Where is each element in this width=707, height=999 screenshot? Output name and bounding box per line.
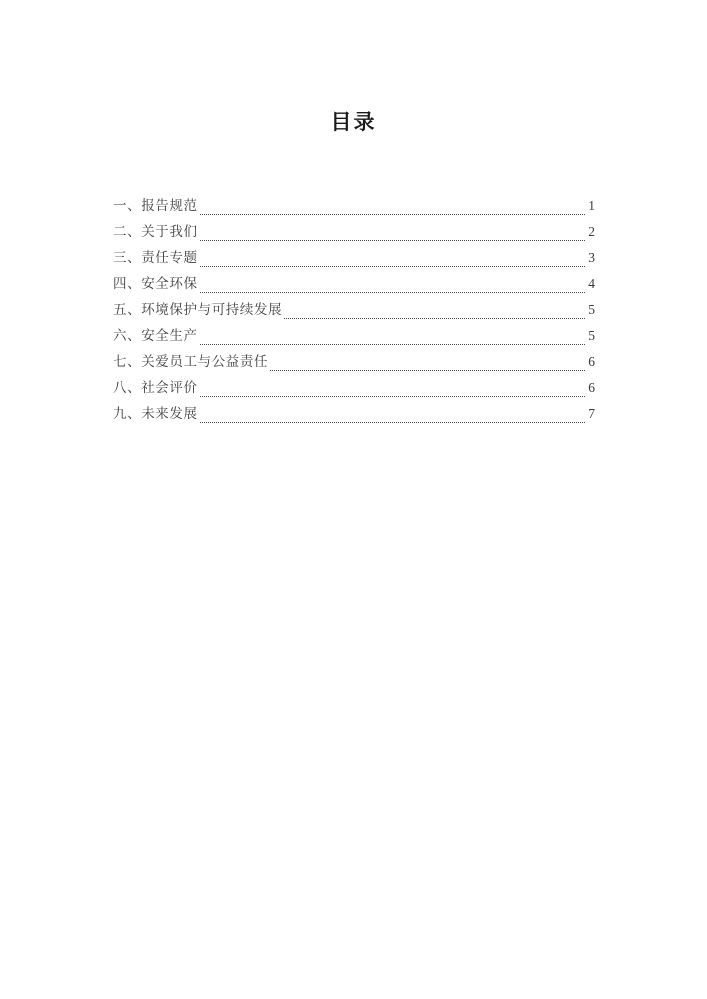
toc-leader-dots [284, 317, 585, 319]
toc-entry[interactable] [113, 245, 595, 271]
toc-entry-page: 4 [588, 276, 595, 291]
table-of-contents [113, 193, 595, 427]
toc-entry-label: 一、报告规范 [113, 198, 198, 213]
toc-entry[interactable] [113, 271, 595, 297]
toc-entry[interactable] [113, 401, 595, 427]
toc-entry-page: 6 [588, 380, 595, 395]
toc-entry-label: 九、未来发展 [113, 406, 198, 421]
toc-entry-label: 五、环境保护与可持续发展 [113, 302, 283, 317]
page-title: 目录 [330, 109, 377, 134]
toc-leader-dots [200, 213, 585, 215]
toc-entry-label: 三、责任专题 [113, 250, 198, 265]
toc-entry-page: 6 [588, 354, 595, 369]
toc-entry[interactable] [113, 349, 595, 375]
toc-leader-dots [200, 343, 585, 345]
toc-entry-label: 二、关于我们 [113, 224, 198, 239]
toc-entry-page: 7 [588, 406, 595, 421]
toc-leader-dots [200, 291, 585, 293]
toc-leader-dots [200, 239, 585, 241]
toc-entry-label: 八、社会评价 [113, 380, 198, 395]
toc-entry-page: 5 [588, 328, 595, 343]
toc-entry-page: 5 [588, 302, 595, 317]
toc-entry-page: 1 [588, 198, 595, 213]
toc-leader-dots [200, 421, 585, 423]
toc-entry[interactable] [113, 375, 595, 401]
toc-entry[interactable] [113, 219, 595, 245]
toc-entry[interactable] [113, 297, 595, 323]
toc-entry-label: 七、关爱员工与公益责任 [113, 354, 269, 369]
toc-entry-label: 四、安全环保 [113, 276, 198, 291]
toc-entry-page: 2 [588, 224, 595, 239]
toc-entry[interactable] [113, 323, 595, 349]
toc-leader-dots [200, 265, 585, 267]
toc-leader-dots [270, 369, 585, 371]
toc-entry-label: 六、安全生产 [113, 328, 198, 343]
toc-entry-page: 3 [588, 250, 595, 265]
toc-entry[interactable] [113, 193, 595, 219]
toc-leader-dots [200, 395, 585, 397]
